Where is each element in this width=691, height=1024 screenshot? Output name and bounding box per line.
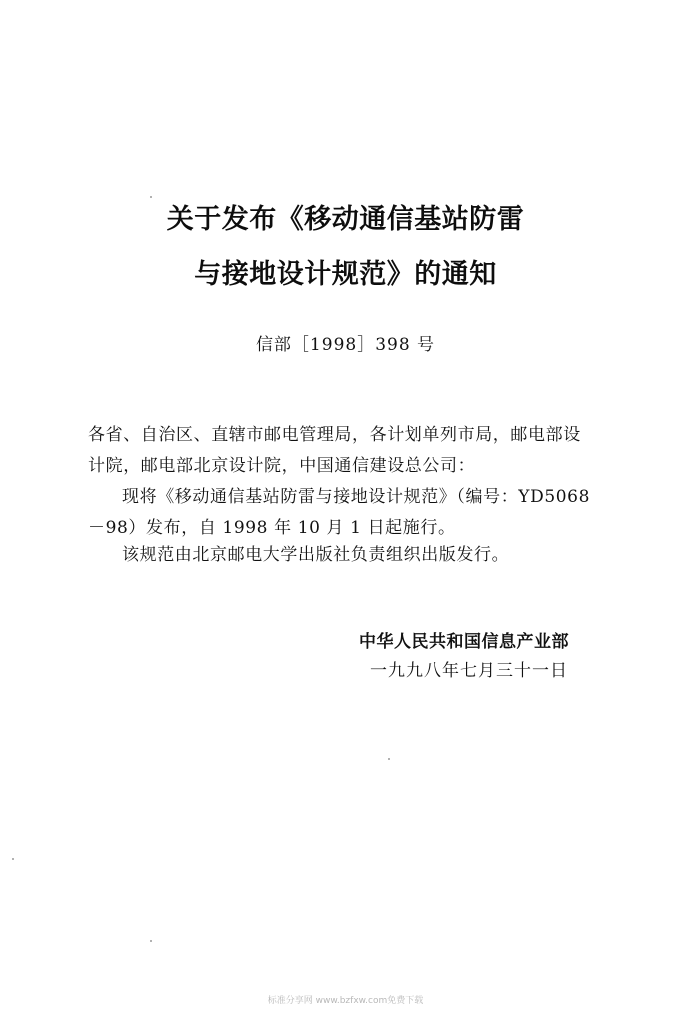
document-number: 信部［1998］398 号 — [255, 335, 436, 355]
scan-speck — [388, 758, 390, 760]
publisher-paragraph — [88, 540, 636, 571]
issuing-authority: 中华人民共和国信息产业部 — [359, 632, 569, 652]
announcement-line-1: 现将《移动通信基站防雷与接地设计规范》（编号：YD5068 — [122, 487, 591, 507]
publisher-line: 该规范由北京邮电大学出版社负责组织出版发行。 — [122, 545, 510, 565]
announcement-line-2: －98）发布，自 1998 年 10 月 1 日起施行。 — [88, 518, 456, 538]
watermark: 标准分享网 www.bzfxw.com免费下载 — [267, 996, 424, 1006]
title-line-1: 关于发布《移动通信基站防雷 — [166, 204, 525, 235]
addressee-line-1: 各省、自治区、直辖市邮电管理局，各计划单列市局，邮电部设 — [88, 425, 581, 445]
issue-date: 一九九八年七月三十一日 — [370, 661, 568, 681]
scan-speck — [150, 940, 152, 942]
announcement-paragraph — [88, 482, 636, 544]
addressee-paragraph — [88, 420, 636, 482]
title-line-2: 与接地设计规范》的通知 — [194, 259, 497, 290]
scan-speck — [150, 196, 152, 198]
addressee-line-2: 计院，邮电部北京设计院，中国通信建设总公司： — [88, 456, 476, 476]
scan-speck — [12, 858, 14, 860]
